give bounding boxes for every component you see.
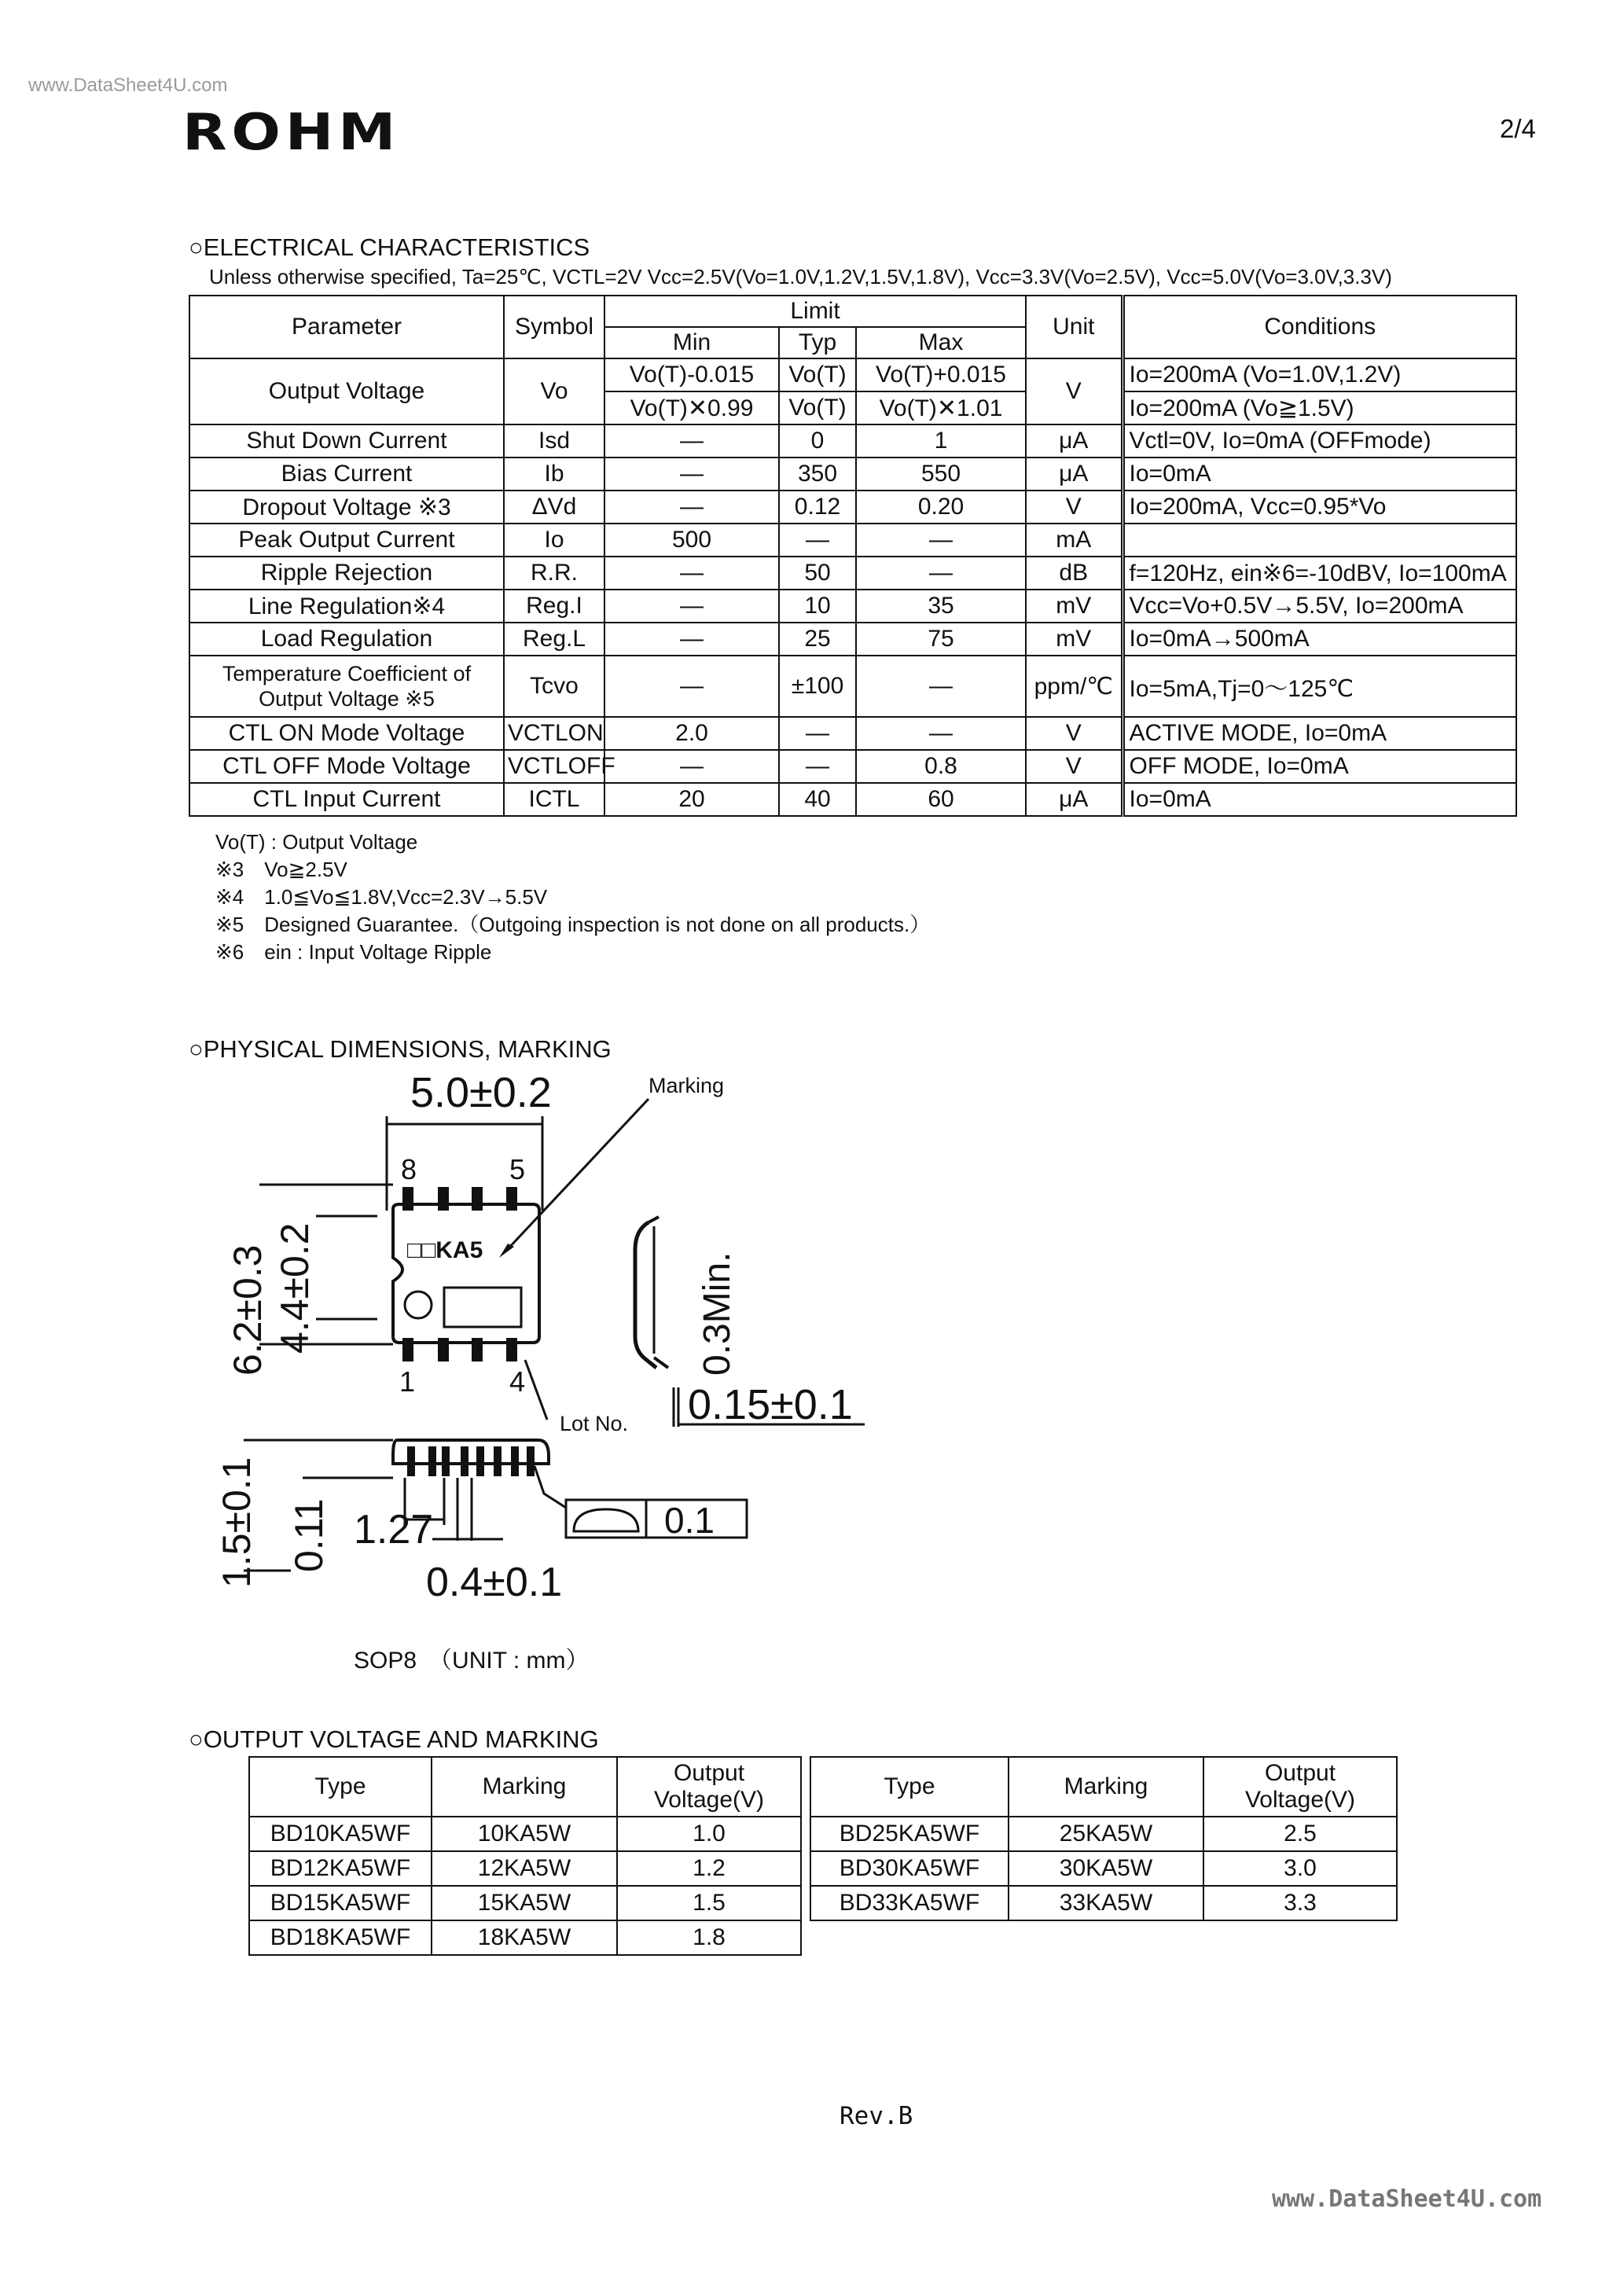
header-type: Type — [249, 1757, 432, 1817]
table-row — [249, 1886, 801, 1920]
marking-cell: 30KA5W — [1009, 1851, 1203, 1886]
min-cell: — — [604, 590, 779, 623]
header-voltage: Voltage(V) — [1244, 1787, 1356, 1813]
cond-cell: ACTIVE MODE, Io=0mA — [1122, 717, 1516, 750]
max-cell: 75 — [856, 623, 1026, 656]
cond-cell: Vcc=Vo+0.5V→5.5V, Io=200mA — [1122, 590, 1516, 623]
param-cell: Peak Output Current — [189, 524, 504, 557]
voltage-cell: 1.0 — [617, 1817, 801, 1851]
header-type: Type — [810, 1757, 1009, 1817]
symbol-cell: R.R. — [504, 557, 604, 590]
param-line-1: Temperature Coefficient of — [222, 662, 472, 685]
max-cell: 550 — [856, 457, 1026, 491]
typ-cell: 50 — [779, 557, 856, 590]
symbol-cell: Io — [504, 524, 604, 557]
marking-cell: 25KA5W — [1009, 1817, 1203, 1851]
electrical-title: ○ELECTRICAL CHARACTERISTICS — [189, 233, 590, 261]
symbol-cell: ICTL — [504, 783, 604, 816]
dim-total-height: 1.5±0.1 — [215, 1457, 259, 1588]
table-row — [189, 457, 1516, 491]
footnote: ※4 1.0≦Vo≦1.8V,Vcc=2.3V→5.5V — [215, 885, 548, 909]
type-cell: BD12KA5WF — [249, 1851, 432, 1886]
header-unit: Unit — [1026, 296, 1122, 358]
table-row — [189, 358, 1516, 391]
pin-8-label: 8 — [401, 1153, 417, 1185]
type-cell: BD33KA5WF — [810, 1886, 1009, 1920]
voltage-cell: 3.0 — [1203, 1851, 1397, 1886]
lot-no-label: Lot No. — [560, 1412, 629, 1435]
unit-cell: V — [1026, 491, 1122, 524]
param-cell: Bias Current — [189, 457, 504, 491]
min-cell: — — [604, 424, 779, 457]
electrical-conditions: Unless otherwise specified, Ta=25℃, VCTL=2V Vcc=2.5V(Vo=1.0V,1.2V,1.5V,1.8V), Vcc=3.3V(Vo=2.5V), Vcc=5.0V(Vo=3.0V,3.3V) — [209, 265, 1392, 288]
unit-cell: mV — [1026, 623, 1122, 656]
pin-4-label: 4 — [509, 1365, 526, 1398]
physical-title: ○PHYSICAL DIMENSIONS, MARKING — [189, 1035, 612, 1063]
symbol-cell: Reg.I — [504, 590, 604, 623]
cond-cell — [1122, 524, 1516, 557]
cond-cell: Io=0mA — [1122, 783, 1516, 816]
param-cell: CTL ON Mode Voltage — [189, 717, 504, 750]
symbol-cell: Isd — [504, 424, 604, 457]
unit-cell: mA — [1026, 524, 1122, 557]
typ-cell: 10 — [779, 590, 856, 623]
voltage-cell: 1.8 — [617, 1920, 801, 1955]
watermark-top: www.DataSheet4U.com — [28, 75, 228, 96]
cond-cell: f=120Hz, ein※6=-10dBV, Io=100mA — [1122, 557, 1516, 590]
header-output: Output — [673, 1760, 745, 1786]
cond-cell: Io=200mA, Vcc=0.95*Vo — [1122, 491, 1516, 524]
marking-cell: 18KA5W — [432, 1920, 617, 1955]
pin-1-label: 1 — [399, 1365, 416, 1398]
max-cell: 60 — [856, 783, 1026, 816]
typ-cell: ±100 — [779, 656, 856, 717]
table-row — [189, 491, 1516, 524]
table-row — [810, 1886, 1397, 1920]
dim-height-outer: 6.2±0.3 — [226, 1244, 270, 1376]
cond-cell: Io=5mA,Tj=0～125℃ — [1122, 656, 1516, 717]
symbol-cell: VCTLON — [504, 717, 604, 750]
revision-label: Rev.B — [840, 2102, 913, 2130]
min-cell: Vo(T)-0.015 — [604, 358, 779, 391]
footnotes — [215, 829, 930, 966]
footnote: Vo(T) : Output Voltage — [215, 830, 418, 854]
min-cell: Vo(T)✕0.99 — [604, 391, 779, 424]
max-cell: — — [856, 656, 1026, 717]
flatness-value: 0.1 — [664, 1500, 715, 1541]
output-voltage-table-left — [248, 1756, 802, 1956]
param-cell: CTL OFF Mode Voltage — [189, 750, 504, 783]
footnote: ※3 Vo≧2.5V — [215, 858, 347, 881]
dim-lead-width: 0.4±0.1 — [426, 1560, 563, 1605]
max-cell: — — [856, 524, 1026, 557]
symbol-cell: Ib — [504, 457, 604, 491]
package-drawing — [204, 1069, 912, 1619]
typ-cell: 0.12 — [779, 491, 856, 524]
unit-cell: mV — [1026, 590, 1122, 623]
dim-width: 5.0±0.2 — [410, 1069, 552, 1116]
header-typ: Typ — [779, 327, 856, 358]
table-row — [189, 656, 1516, 717]
max-cell: 0.20 — [856, 491, 1026, 524]
min-cell: 2.0 — [604, 717, 779, 750]
typ-cell: 40 — [779, 783, 856, 816]
table-row — [249, 1817, 801, 1851]
param-cell: Ripple Rejection — [189, 557, 504, 590]
param-cell: CTL Input Current — [189, 783, 504, 816]
header-output-voltage — [1203, 1757, 1397, 1817]
dim-height-inner: 4.4±0.2 — [273, 1222, 317, 1354]
min-cell: 500 — [604, 524, 779, 557]
chip-marking: □□KA5 — [407, 1237, 483, 1263]
marking-cell: 33KA5W — [1009, 1886, 1203, 1920]
marking-cell: 10KA5W — [432, 1817, 617, 1851]
type-cell: BD10KA5WF — [249, 1817, 432, 1851]
header-voltage: Voltage(V) — [653, 1787, 765, 1813]
min-cell: — — [604, 491, 779, 524]
typ-cell: 350 — [779, 457, 856, 491]
electrical-characteristics-table — [189, 295, 1517, 817]
header-marking: Marking — [432, 1757, 617, 1817]
package-caption: SOP8 （UNIT : mm） — [354, 1648, 590, 1674]
header-output-voltage — [617, 1757, 801, 1817]
unit-cell: V — [1026, 358, 1122, 424]
header-marking: Marking — [1009, 1757, 1203, 1817]
max-cell: Vo(T)+0.015 — [856, 358, 1026, 391]
symbol-cell: Tcvo — [504, 656, 604, 717]
voltage-cell: 3.3 — [1203, 1886, 1397, 1920]
voltage-cell: 2.5 — [1203, 1817, 1397, 1851]
min-cell: — — [604, 623, 779, 656]
min-cell: — — [604, 656, 779, 717]
marking-label: Marking — [648, 1074, 725, 1097]
voltage-cell: 1.2 — [617, 1851, 801, 1886]
param-cell: Dropout Voltage ※3 — [189, 491, 504, 524]
max-cell: Vo(T)✕1.01 — [856, 391, 1026, 424]
footnote: ※5 Designed Guarantee.（Outgoing inspection is not done on all products.） — [215, 913, 931, 936]
unit-cell: μA — [1026, 783, 1122, 816]
cond-cell: Io=0mA→500mA — [1122, 623, 1516, 656]
header-conditions: Conditions — [1122, 296, 1516, 358]
dim-min-thickness: 0.3Min. — [696, 1251, 738, 1376]
marking-cell: 15KA5W — [432, 1886, 617, 1920]
unit-cell: μA — [1026, 424, 1122, 457]
typ-cell: — — [779, 524, 856, 557]
table-row — [189, 750, 1516, 783]
max-cell: — — [856, 557, 1026, 590]
table-row — [810, 1817, 1397, 1851]
table-row — [189, 524, 1516, 557]
page-number: 2/4 — [1500, 114, 1536, 143]
header-symbol: Symbol — [504, 296, 604, 358]
unit-cell: V — [1026, 717, 1122, 750]
param-line-2: Output Voltage ※5 — [259, 687, 435, 711]
watermark-bottom: www.DataSheet4U.com — [1272, 2185, 1542, 2213]
footnote: ※6 ein : Input Voltage Ripple — [215, 940, 492, 964]
pin-5-label: 5 — [509, 1153, 526, 1185]
unit-cell: V — [1026, 750, 1122, 783]
dim-standoff: 0.11 — [287, 1498, 331, 1572]
table-row — [189, 783, 1516, 816]
param-cell — [189, 656, 504, 717]
table-row — [810, 1851, 1397, 1886]
cond-cell: Io=0mA — [1122, 457, 1516, 491]
cond-cell: Vctl=0V, Io=0mA (OFFmode) — [1122, 424, 1516, 457]
min-cell: — — [604, 557, 779, 590]
header-limit: Limit — [604, 296, 1026, 327]
table-row — [189, 424, 1516, 457]
min-cell: — — [604, 457, 779, 491]
dim-pitch: 1.27 — [354, 1507, 434, 1553]
typ-cell: 0 — [779, 424, 856, 457]
param-cell: Output Voltage — [189, 358, 504, 424]
output-voltage-title: ○OUTPUT VOLTAGE AND MARKING — [189, 1725, 599, 1753]
typ-cell: Vo(T) — [779, 391, 856, 424]
output-voltage-table-right — [810, 1756, 1398, 1921]
unit-cell: dB — [1026, 557, 1122, 590]
symbol-cell: Reg.L — [504, 623, 604, 656]
marking-cell: 12KA5W — [432, 1851, 617, 1886]
max-cell: 35 — [856, 590, 1026, 623]
cond-cell: OFF MODE, Io=0mA — [1122, 750, 1516, 783]
symbol-cell: ΔVd — [504, 491, 604, 524]
param-cell: Shut Down Current — [189, 424, 504, 457]
max-cell: — — [856, 717, 1026, 750]
table-row — [189, 623, 1516, 656]
type-cell: BD18KA5WF — [249, 1920, 432, 1955]
type-cell: BD15KA5WF — [249, 1886, 432, 1920]
type-cell: BD30KA5WF — [810, 1851, 1009, 1886]
typ-cell: 25 — [779, 623, 856, 656]
table-row — [189, 557, 1516, 590]
rohm-logo: ROHM — [182, 104, 401, 162]
table-row — [249, 1920, 801, 1955]
max-cell: 1 — [856, 424, 1026, 457]
table-row — [189, 717, 1516, 750]
type-cell: BD25KA5WF — [810, 1817, 1009, 1851]
cond-cell: Io=200mA (Vo=1.0V,1.2V) — [1122, 358, 1516, 391]
min-cell: 20 — [604, 783, 779, 816]
symbol-cell: VCTLOFF — [504, 750, 604, 783]
symbol-cell: Vo — [504, 358, 604, 424]
param-cell: Load Regulation — [189, 623, 504, 656]
voltage-cell: 1.5 — [617, 1886, 801, 1920]
header-max: Max — [856, 327, 1026, 358]
header-parameter: Parameter — [189, 296, 504, 358]
min-cell: — — [604, 750, 779, 783]
dim-lead-thickness: 0.15±0.1 — [688, 1381, 853, 1428]
table-row — [189, 590, 1516, 623]
param-cell: Line Regulation※4 — [189, 590, 504, 623]
header-output: Output — [1264, 1760, 1336, 1786]
unit-cell: μA — [1026, 457, 1122, 491]
typ-cell: — — [779, 750, 856, 783]
table-row — [249, 1851, 801, 1886]
typ-cell: Vo(T) — [779, 358, 856, 391]
header-min: Min — [604, 327, 779, 358]
max-cell: 0.8 — [856, 750, 1026, 783]
unit-cell: ppm/℃ — [1026, 656, 1122, 717]
typ-cell: — — [779, 717, 856, 750]
cond-cell: Io=200mA (Vo≧1.5V) — [1122, 391, 1516, 424]
